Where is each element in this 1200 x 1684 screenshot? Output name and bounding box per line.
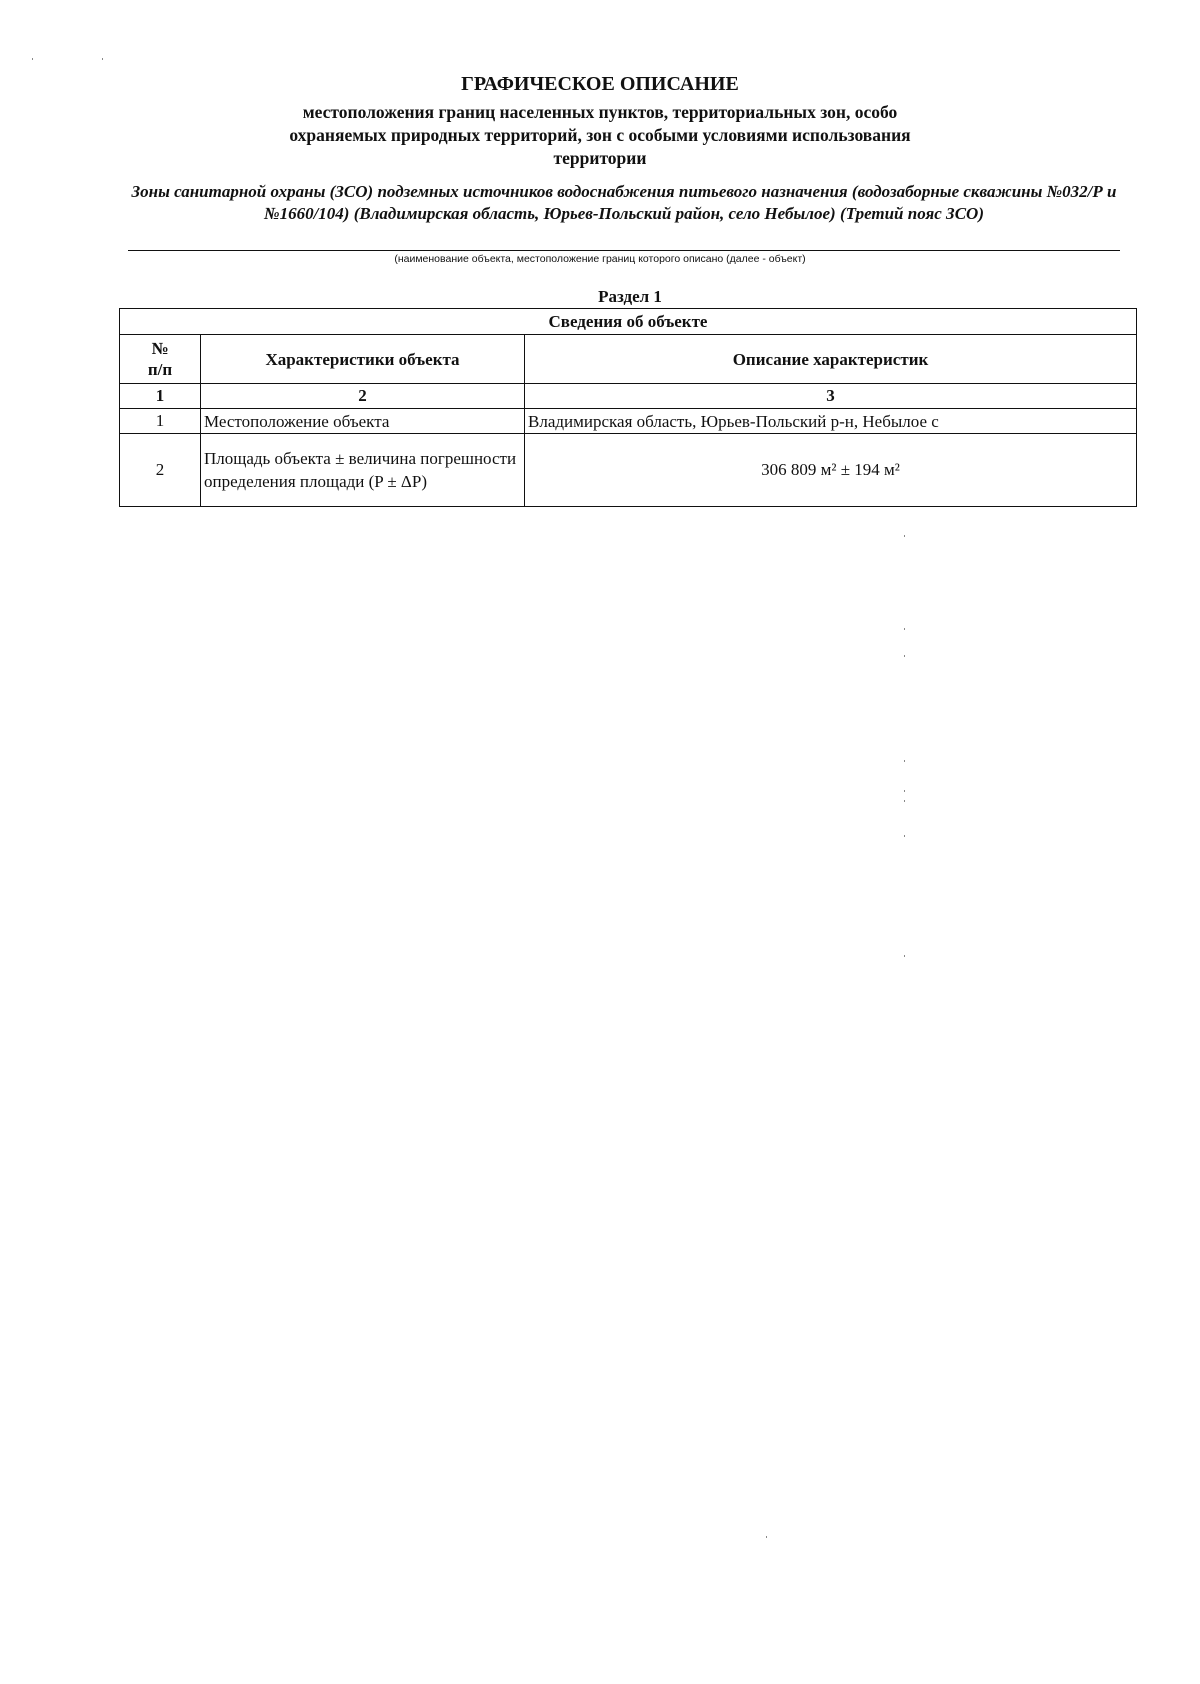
object-name-caption: (наименование объекта, местоположение границ которого описано (далее - объект) bbox=[394, 253, 806, 265]
object-name: Зоны санитарной охраны (ЗСО) подземных источников водоснабжения питьевого назначения (водозаборные скважины №032/Р и №1660/104) (Владимирская область, Юрьев-Польский район, село Небылое) (Третий пояс ЗСО) bbox=[131, 182, 1117, 223]
column-number-2: 2 bbox=[201, 384, 525, 409]
scan-speck bbox=[102, 58, 103, 60]
row-description: 306 809 м² ± 194 м² bbox=[525, 434, 1137, 507]
scan-speck bbox=[904, 628, 905, 630]
row-number: 2 bbox=[120, 434, 201, 507]
row-characteristic: Местоположение объекта bbox=[201, 409, 525, 434]
table-row bbox=[120, 409, 1137, 434]
header-number-line1: № bbox=[151, 339, 169, 358]
scan-speck bbox=[904, 655, 905, 657]
scan-speck bbox=[904, 800, 905, 802]
table-title-row bbox=[120, 309, 1137, 335]
table-header-row bbox=[120, 335, 1137, 384]
scan-speck bbox=[766, 1536, 767, 1538]
section-label: Раздел 1 bbox=[598, 287, 662, 306]
object-info-table bbox=[119, 308, 1137, 507]
row-characteristic: Площадь объекта ± величина погрешности определения площади (P ± ΔP) bbox=[201, 434, 525, 507]
scan-speck bbox=[904, 535, 905, 537]
header-characteristics: Характеристики объекта bbox=[201, 335, 525, 384]
scan-speck bbox=[904, 760, 905, 762]
row-description: Владимирская область, Юрьев-Польский р-н, Небылое с bbox=[525, 409, 1137, 434]
table-title: Сведения об объекте bbox=[120, 309, 1137, 335]
header-number-line2: п/п bbox=[147, 360, 173, 379]
scan-speck bbox=[904, 790, 905, 792]
document-title: ГРАФИЧЕСКОЕ ОПИСАНИЕ bbox=[461, 73, 739, 95]
column-number-3: 3 bbox=[525, 384, 1137, 409]
column-number-1: 1 bbox=[120, 384, 201, 409]
table-row bbox=[120, 434, 1137, 507]
column-number-row bbox=[120, 384, 1137, 409]
object-name-underline bbox=[128, 250, 1120, 251]
scan-speck bbox=[32, 58, 33, 60]
header-number bbox=[120, 335, 201, 384]
document-subtitle: местоположения границ населенных пунктов, территориальных зон, особо охраняемых природных территорий, зон с особыми условиями использования территории bbox=[289, 102, 911, 168]
row-number: 1 bbox=[120, 409, 201, 434]
header-description: Описание характеристик bbox=[525, 335, 1137, 384]
scan-speck bbox=[904, 835, 905, 837]
scan-speck bbox=[904, 955, 905, 957]
